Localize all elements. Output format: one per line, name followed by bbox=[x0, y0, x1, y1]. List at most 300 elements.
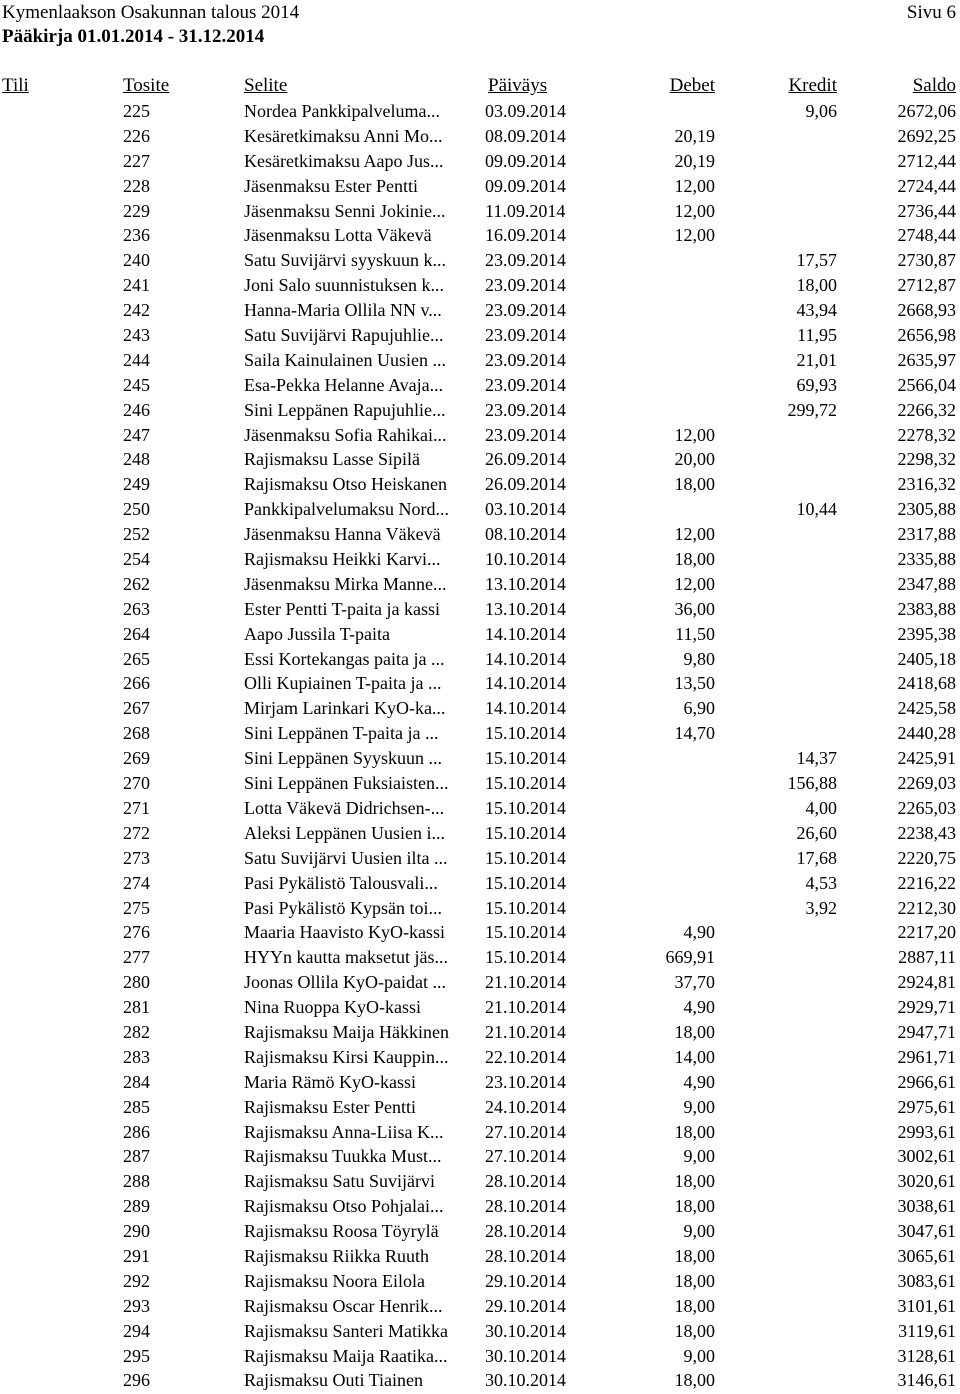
tosite-cell: 296 bbox=[123, 1370, 150, 1391]
tosite-cell: 240 bbox=[123, 250, 150, 271]
table-row bbox=[0, 871, 960, 896]
debet-cell: 12,00 bbox=[674, 524, 715, 545]
selite-cell: Kesäretkimaksu Anni Mo... bbox=[244, 125, 443, 146]
table-row bbox=[0, 348, 960, 373]
tosite-cell: 292 bbox=[123, 1270, 150, 1291]
kredit-cell: 14,37 bbox=[796, 748, 837, 769]
tosite-cell: 273 bbox=[123, 847, 150, 868]
table-row bbox=[0, 1144, 960, 1169]
saldo-cell: 2266,32 bbox=[897, 399, 956, 420]
selite-cell: Jäsenmaksu Hanna Väkevä bbox=[244, 524, 441, 545]
kredit-cell: 26,60 bbox=[796, 822, 837, 843]
table-row bbox=[0, 1045, 960, 1070]
selite-cell: Esa-Pekka Helanne Avaja... bbox=[244, 374, 444, 395]
selite-cell: Hanna-Maria Ollila NN v... bbox=[244, 300, 442, 321]
selite-cell: Sini Leppänen Fuksiaisten... bbox=[244, 773, 449, 794]
tosite-cell: 225 bbox=[123, 101, 150, 121]
table-row bbox=[0, 1244, 960, 1269]
tosite-cell: 282 bbox=[123, 1021, 150, 1042]
date-cell: 03.10.2014 bbox=[485, 499, 566, 520]
tosite-cell: 267 bbox=[123, 698, 150, 719]
selite-cell: Rajismaksu Otso Pohjalai... bbox=[244, 1196, 444, 1217]
selite-cell: Rajismaksu Kirsi Kauppin... bbox=[244, 1046, 449, 1067]
date-cell: 15.10.2014 bbox=[485, 897, 566, 918]
date-cell: 15.10.2014 bbox=[485, 797, 566, 818]
table-row bbox=[0, 572, 960, 597]
table-row bbox=[0, 1344, 960, 1369]
tosite-cell: 227 bbox=[123, 150, 150, 171]
debet-cell: 14,70 bbox=[674, 723, 715, 744]
saldo-cell: 2217,20 bbox=[897, 922, 956, 943]
selite-cell: Maaria Haavisto KyO-kassi bbox=[244, 922, 445, 943]
saldo-cell: 2383,88 bbox=[897, 598, 956, 619]
saldo-cell: 2216,22 bbox=[897, 872, 956, 893]
date-cell: 15.10.2014 bbox=[485, 748, 566, 769]
tosite-cell: 280 bbox=[123, 972, 150, 993]
saldo-cell: 2316,32 bbox=[897, 474, 956, 495]
debet-cell: 4,90 bbox=[683, 997, 715, 1018]
selite-cell: Sini Leppänen Rapujuhlie... bbox=[244, 399, 446, 420]
saldo-cell: 2425,58 bbox=[897, 698, 956, 719]
saldo-cell: 2265,03 bbox=[897, 797, 956, 818]
debet-cell: 18,00 bbox=[674, 1270, 715, 1291]
column-header-selite: Selite bbox=[244, 75, 288, 96]
date-cell: 15.10.2014 bbox=[485, 847, 566, 868]
selite-cell: Pankkipalvelumaksu Nord... bbox=[244, 499, 449, 520]
table-row bbox=[0, 447, 960, 472]
selite-cell: Rajismaksu Riikka Ruuth bbox=[244, 1245, 430, 1266]
selite-cell: Jäsenmaksu Senni Jokinie... bbox=[244, 200, 446, 221]
saldo-cell: 2425,91 bbox=[897, 748, 956, 769]
tosite-cell: 281 bbox=[123, 997, 150, 1018]
date-cell: 28.10.2014 bbox=[485, 1221, 566, 1242]
date-cell: 23.09.2014 bbox=[485, 275, 566, 296]
tosite-cell: 241 bbox=[123, 275, 150, 296]
date-cell: 23.09.2014 bbox=[485, 349, 566, 370]
saldo-cell: 2712,44 bbox=[897, 150, 956, 171]
saldo-cell: 3146,61 bbox=[897, 1370, 956, 1391]
table-row bbox=[0, 945, 960, 970]
table-row bbox=[0, 970, 960, 995]
date-cell: 23.09.2014 bbox=[485, 300, 566, 321]
date-cell: 29.10.2014 bbox=[485, 1295, 566, 1316]
date-cell: 22.10.2014 bbox=[485, 1046, 566, 1067]
table-row bbox=[0, 1020, 960, 1045]
table-row bbox=[0, 248, 960, 273]
selite-cell: Rajismaksu Roosa Töyrylä bbox=[244, 1221, 439, 1242]
debet-cell: 12,00 bbox=[674, 175, 715, 196]
saldo-cell: 2692,25 bbox=[897, 125, 956, 146]
table-row bbox=[0, 671, 960, 696]
table-row bbox=[0, 497, 960, 522]
saldo-cell: 2566,04 bbox=[897, 374, 956, 395]
date-cell: 15.10.2014 bbox=[485, 773, 566, 794]
date-cell: 09.09.2014 bbox=[485, 150, 566, 171]
saldo-cell: 2238,43 bbox=[897, 822, 956, 843]
selite-cell: Satu Suvijärvi Uusien ilta ... bbox=[244, 847, 448, 868]
saldo-cell: 3002,61 bbox=[897, 1146, 956, 1167]
date-cell: 11.09.2014 bbox=[485, 200, 566, 221]
saldo-cell: 2730,87 bbox=[897, 250, 956, 271]
date-cell: 14.10.2014 bbox=[485, 673, 566, 694]
saldo-cell: 2887,11 bbox=[898, 947, 956, 968]
column-header-paivays: Päiväys bbox=[488, 75, 548, 96]
tosite-cell: 249 bbox=[123, 474, 150, 495]
tosite-cell: 244 bbox=[123, 349, 150, 370]
kredit-cell: 43,94 bbox=[796, 300, 837, 321]
selite-cell: Maria Rämö KyO-kassi bbox=[244, 1071, 416, 1092]
ledger-title: Pääkirja 01.01.2014 - 31.12.2014 bbox=[2, 26, 265, 47]
table-row bbox=[0, 1095, 960, 1120]
saldo-cell: 3065,61 bbox=[897, 1245, 956, 1266]
date-cell: 27.10.2014 bbox=[485, 1146, 566, 1167]
kredit-cell: 18,00 bbox=[796, 275, 837, 296]
date-cell: 30.10.2014 bbox=[485, 1345, 566, 1366]
selite-cell: Kesäretkimaksu Aapo Jus... bbox=[244, 150, 444, 171]
tosite-cell: 263 bbox=[123, 598, 150, 619]
date-cell: 28.10.2014 bbox=[485, 1171, 566, 1192]
tosite-cell: 285 bbox=[123, 1096, 150, 1117]
saldo-cell: 2961,71 bbox=[897, 1046, 956, 1067]
tosite-cell: 270 bbox=[123, 773, 150, 794]
tosite-cell: 268 bbox=[123, 723, 150, 744]
table-row bbox=[0, 124, 960, 149]
column-header-tosite: Tosite bbox=[123, 75, 170, 96]
date-cell: 21.10.2014 bbox=[485, 972, 566, 993]
tosite-cell: 293 bbox=[123, 1295, 150, 1316]
selite-cell: Pasi Pykälistö Talousvali... bbox=[244, 872, 438, 893]
selite-cell: Olli Kupiainen T-paita ja ... bbox=[244, 673, 442, 694]
saldo-cell: 2305,88 bbox=[897, 499, 956, 520]
selite-cell: Mirjam Larinkari KyO-ka... bbox=[244, 698, 446, 719]
selite-cell: Rajismaksu Santeri Matikka bbox=[244, 1320, 448, 1341]
kredit-cell: 3,92 bbox=[805, 897, 837, 918]
saldo-cell: 2347,88 bbox=[897, 573, 956, 594]
table-row bbox=[0, 373, 960, 398]
tosite-cell: 271 bbox=[123, 797, 150, 818]
saldo-cell: 2947,71 bbox=[897, 1021, 956, 1042]
saldo-cell: 2712,87 bbox=[897, 275, 956, 296]
debet-cell: 18,00 bbox=[674, 1370, 715, 1391]
table-row bbox=[0, 323, 960, 348]
table-row bbox=[0, 647, 960, 672]
debet-cell: 20,19 bbox=[674, 150, 715, 171]
tosite-cell: 291 bbox=[123, 1245, 150, 1266]
date-cell: 29.10.2014 bbox=[485, 1270, 566, 1291]
table-row bbox=[0, 99, 960, 124]
selite-cell: Rajismaksu Otso Heiskanen bbox=[244, 474, 447, 495]
date-cell: 23.09.2014 bbox=[485, 250, 566, 271]
selite-cell: Rajismaksu Maija Raatika... bbox=[244, 1345, 448, 1366]
kredit-cell: 299,72 bbox=[787, 399, 837, 420]
debet-cell: 6,90 bbox=[683, 698, 715, 719]
tosite-cell: 286 bbox=[123, 1121, 150, 1142]
saldo-cell: 2668,93 bbox=[897, 300, 956, 321]
date-cell: 15.10.2014 bbox=[485, 872, 566, 893]
date-cell: 26.09.2014 bbox=[485, 449, 566, 470]
saldo-cell: 2278,32 bbox=[897, 424, 956, 445]
tosite-cell: 275 bbox=[123, 897, 150, 918]
tosite-cell: 294 bbox=[123, 1320, 150, 1341]
saldo-cell: 2335,88 bbox=[897, 549, 956, 570]
table-row bbox=[0, 1219, 960, 1244]
date-cell: 16.09.2014 bbox=[485, 225, 566, 246]
tosite-cell: 226 bbox=[123, 125, 150, 146]
selite-cell: Jäsenmaksu Mirka Manne... bbox=[244, 573, 447, 594]
debet-cell: 36,00 bbox=[674, 598, 715, 619]
date-cell: 15.10.2014 bbox=[485, 723, 566, 744]
kredit-cell: 11,95 bbox=[797, 325, 837, 346]
saldo-cell: 2418,68 bbox=[897, 673, 956, 694]
selite-cell: Satu Suvijärvi syyskuun k... bbox=[244, 250, 447, 271]
date-cell: 30.10.2014 bbox=[485, 1370, 566, 1391]
date-cell: 15.10.2014 bbox=[485, 947, 566, 968]
selite-cell: Rajismaksu Outi Tiainen bbox=[244, 1370, 424, 1391]
tosite-cell: 245 bbox=[123, 374, 150, 395]
kredit-cell: 17,68 bbox=[796, 847, 837, 868]
tosite-cell: 247 bbox=[123, 424, 150, 445]
tosite-cell: 289 bbox=[123, 1196, 150, 1217]
selite-cell: Aapo Jussila T-paita bbox=[244, 623, 390, 644]
tosite-cell: 290 bbox=[123, 1221, 150, 1242]
selite-cell: Rajismaksu Maija Häkkinen bbox=[244, 1021, 449, 1042]
selite-cell: Rajismaksu Tuukka Must... bbox=[244, 1146, 442, 1167]
table-row bbox=[0, 423, 960, 448]
saldo-cell: 2317,88 bbox=[897, 524, 956, 545]
date-cell: 23.09.2014 bbox=[485, 424, 566, 445]
date-cell: 14.10.2014 bbox=[485, 648, 566, 669]
debet-cell: 4,90 bbox=[683, 922, 715, 943]
tosite-cell: 254 bbox=[123, 549, 150, 570]
organization-title: Kymenlaakson Osakunnan talous 2014 bbox=[2, 2, 300, 23]
kredit-cell: 10,44 bbox=[796, 499, 837, 520]
debet-cell: 9,80 bbox=[683, 648, 715, 669]
date-cell: 21.10.2014 bbox=[485, 997, 566, 1018]
saldo-cell: 2748,44 bbox=[897, 225, 956, 246]
debet-cell: 4,90 bbox=[683, 1071, 715, 1092]
table-row bbox=[0, 746, 960, 771]
debet-cell: 37,70 bbox=[674, 972, 715, 993]
saldo-cell: 2440,28 bbox=[897, 723, 956, 744]
table-row bbox=[0, 273, 960, 298]
tosite-cell: 269 bbox=[123, 748, 150, 769]
tosite-cell: 236 bbox=[123, 225, 150, 246]
selite-cell: Jäsenmaksu Lotta Väkevä bbox=[244, 225, 432, 246]
date-cell: 23.09.2014 bbox=[485, 325, 566, 346]
selite-cell: Jäsenmaksu Sofia Rahikai... bbox=[244, 424, 447, 445]
debet-cell: 11,50 bbox=[675, 623, 715, 644]
page-number: Sivu 6 bbox=[906, 2, 956, 23]
debet-cell: 12,00 bbox=[674, 573, 715, 594]
saldo-cell: 2924,81 bbox=[897, 972, 956, 993]
saldo-cell: 2405,18 bbox=[897, 648, 956, 669]
tosite-cell: 277 bbox=[123, 947, 150, 968]
debet-cell: 14,00 bbox=[674, 1046, 715, 1067]
kredit-cell: 17,57 bbox=[796, 250, 837, 271]
saldo-cell: 2736,44 bbox=[897, 200, 956, 221]
tosite-cell: 265 bbox=[123, 648, 150, 669]
debet-cell: 9,00 bbox=[683, 1221, 715, 1242]
saldo-cell: 2212,30 bbox=[897, 897, 956, 918]
date-cell: 15.10.2014 bbox=[485, 822, 566, 843]
table-row bbox=[0, 1368, 960, 1393]
selite-cell: Ester Pentti T-paita ja kassi bbox=[244, 598, 440, 619]
selite-cell: Rajismaksu Oscar Henrik... bbox=[244, 1295, 443, 1316]
selite-cell: Nordea Pankkipalveluma... bbox=[244, 101, 440, 121]
table-row bbox=[0, 821, 960, 846]
kredit-cell: 156,88 bbox=[787, 773, 837, 794]
selite-cell: Rajismaksu Satu Suvijärvi bbox=[244, 1171, 435, 1192]
tosite-cell: 287 bbox=[123, 1146, 150, 1167]
tosite-cell: 288 bbox=[123, 1171, 150, 1192]
tosite-cell: 243 bbox=[123, 325, 150, 346]
date-cell: 21.10.2014 bbox=[485, 1021, 566, 1042]
debet-cell: 12,00 bbox=[674, 200, 715, 221]
date-cell: 26.09.2014 bbox=[485, 474, 566, 495]
tosite-cell: 295 bbox=[123, 1345, 150, 1366]
tosite-cell: 262 bbox=[123, 573, 150, 594]
ledger-rows bbox=[0, 99, 960, 1393]
debet-cell: 12,00 bbox=[674, 424, 715, 445]
selite-cell: Jäsenmaksu Ester Pentti bbox=[244, 175, 418, 196]
saldo-cell: 2395,38 bbox=[897, 623, 956, 644]
saldo-cell: 2672,06 bbox=[897, 101, 956, 121]
tosite-cell: 272 bbox=[123, 822, 150, 843]
saldo-cell: 3038,61 bbox=[897, 1196, 956, 1217]
date-cell: 08.10.2014 bbox=[485, 524, 566, 545]
debet-cell: 13,50 bbox=[674, 673, 715, 694]
date-cell: 24.10.2014 bbox=[485, 1096, 566, 1117]
saldo-cell: 2656,98 bbox=[897, 325, 956, 346]
tosite-cell: 283 bbox=[123, 1046, 150, 1067]
debet-cell: 9,00 bbox=[683, 1146, 715, 1167]
selite-cell: Saila Kainulainen Uusien ... bbox=[244, 349, 446, 370]
saldo-cell: 2220,75 bbox=[897, 847, 956, 868]
table-row bbox=[0, 199, 960, 224]
column-header-kredit: Kredit bbox=[788, 75, 837, 96]
debet-cell: 18,00 bbox=[674, 1021, 715, 1042]
kredit-cell: 69,93 bbox=[796, 374, 837, 395]
debet-cell: 9,00 bbox=[683, 1345, 715, 1366]
tosite-cell: 248 bbox=[123, 449, 150, 470]
tosite-cell: 274 bbox=[123, 872, 150, 893]
selite-cell: Rajismaksu Anna-Liisa K... bbox=[244, 1121, 444, 1142]
saldo-cell: 3083,61 bbox=[897, 1270, 956, 1291]
selite-cell: Rajismaksu Lasse Sipilä bbox=[244, 449, 420, 470]
date-cell: 27.10.2014 bbox=[485, 1121, 566, 1142]
saldo-cell: 3119,61 bbox=[898, 1320, 956, 1341]
tosite-cell: 264 bbox=[123, 623, 150, 644]
kredit-cell: 4,53 bbox=[805, 872, 837, 893]
date-cell: 28.10.2014 bbox=[485, 1245, 566, 1266]
table-row bbox=[0, 149, 960, 174]
kredit-cell: 9,06 bbox=[805, 101, 837, 121]
tosite-cell: 276 bbox=[123, 922, 150, 943]
table-row bbox=[0, 1169, 960, 1194]
table-row bbox=[0, 547, 960, 572]
saldo-cell: 3101,61 bbox=[897, 1295, 956, 1316]
table-row bbox=[0, 174, 960, 199]
table-row bbox=[0, 1294, 960, 1319]
date-cell: 15.10.2014 bbox=[485, 922, 566, 943]
kredit-cell: 4,00 bbox=[805, 797, 837, 818]
table-row bbox=[0, 995, 960, 1020]
date-cell: 14.10.2014 bbox=[485, 698, 566, 719]
saldo-cell: 2993,61 bbox=[897, 1121, 956, 1142]
table-row bbox=[0, 696, 960, 721]
saldo-cell: 2975,61 bbox=[897, 1096, 956, 1117]
selite-cell: Joni Salo suunnistuksen k... bbox=[244, 275, 445, 296]
saldo-cell: 3047,61 bbox=[897, 1221, 956, 1242]
debet-cell: 669,91 bbox=[665, 947, 715, 968]
tosite-cell: 229 bbox=[123, 200, 150, 221]
debet-cell: 18,00 bbox=[674, 549, 715, 570]
table-row bbox=[0, 223, 960, 248]
tosite-cell: 242 bbox=[123, 300, 150, 321]
saldo-cell: 2929,71 bbox=[897, 997, 956, 1018]
selite-cell: Rajismaksu Heikki Karvi... bbox=[244, 549, 441, 570]
column-header-debet: Debet bbox=[669, 75, 715, 96]
table-row bbox=[0, 920, 960, 945]
debet-cell: 20,19 bbox=[674, 125, 715, 146]
saldo-cell: 2298,32 bbox=[897, 449, 956, 470]
debet-cell: 18,00 bbox=[674, 1121, 715, 1142]
debet-cell: 18,00 bbox=[674, 474, 715, 495]
date-cell: 08.09.2014 bbox=[485, 125, 566, 146]
tosite-cell: 284 bbox=[123, 1071, 150, 1092]
table-row bbox=[0, 1120, 960, 1145]
table-row bbox=[0, 472, 960, 497]
selite-cell: Essi Kortekangas paita ja ... bbox=[244, 648, 445, 669]
debet-cell: 20,00 bbox=[674, 449, 715, 470]
selite-cell: HYYn kautta maksetut jäs... bbox=[244, 947, 448, 968]
selite-cell: Sini Leppänen Syyskuun ... bbox=[244, 748, 442, 769]
selite-cell: Joonas Ollila KyO-paidat ... bbox=[244, 972, 446, 993]
table-row bbox=[0, 1269, 960, 1294]
debet-cell: 18,00 bbox=[674, 1320, 715, 1341]
table-row bbox=[0, 597, 960, 622]
table-row bbox=[0, 721, 960, 746]
table-row bbox=[0, 1070, 960, 1095]
date-cell: 28.10.2014 bbox=[485, 1196, 566, 1217]
date-cell: 09.09.2014 bbox=[485, 175, 566, 196]
saldo-cell: 2635,97 bbox=[897, 349, 956, 370]
date-cell: 23.09.2014 bbox=[485, 399, 566, 420]
debet-cell: 18,00 bbox=[674, 1245, 715, 1266]
table-row bbox=[0, 771, 960, 796]
table-row bbox=[0, 846, 960, 871]
tosite-cell: 250 bbox=[123, 499, 150, 520]
selite-cell: Satu Suvijärvi Rapujuhlie... bbox=[244, 325, 444, 346]
table-row bbox=[0, 522, 960, 547]
table-row bbox=[0, 896, 960, 921]
saldo-cell: 2724,44 bbox=[897, 175, 956, 196]
date-cell: 23.10.2014 bbox=[485, 1071, 566, 1092]
debet-cell: 9,00 bbox=[683, 1096, 715, 1117]
table-row bbox=[0, 622, 960, 647]
debet-cell: 18,00 bbox=[674, 1196, 715, 1217]
saldo-cell: 2269,03 bbox=[897, 773, 956, 794]
selite-cell: Lotta Väkevä Didrichsen-... bbox=[244, 797, 445, 818]
tosite-cell: 246 bbox=[123, 399, 150, 420]
table-row bbox=[0, 1194, 960, 1219]
debet-cell: 18,00 bbox=[674, 1171, 715, 1192]
date-cell: 03.09.2014 bbox=[485, 101, 566, 121]
tosite-cell: 228 bbox=[123, 175, 150, 196]
date-cell: 30.10.2014 bbox=[485, 1320, 566, 1341]
selite-cell: Sini Leppänen T-paita ja ... bbox=[244, 723, 439, 744]
date-cell: 23.09.2014 bbox=[485, 374, 566, 395]
